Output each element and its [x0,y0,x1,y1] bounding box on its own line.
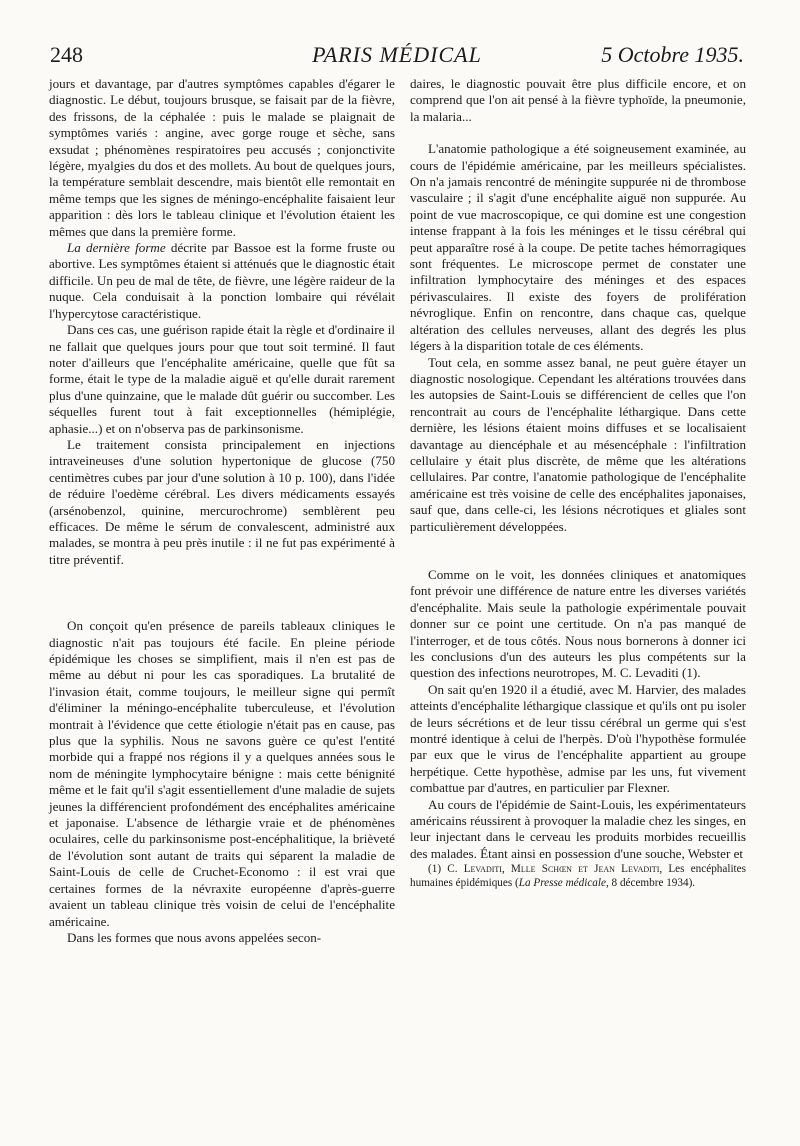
paragraph [49,240,395,322]
issue-date: 5 Octobre 1935. [601,42,744,67]
footnote-text: Les encéphalites humaines épidémiques ( [410,863,746,890]
page-number: 248 [50,42,83,67]
paragraph: L'anatomie pathologique a été soigneusement examinée, au cours de l'épidémie américaine, par les meilleurs spécialistes. On n'a jamais rencontré de méningite suppurée ni de thrombose vasculaire ; il s'agit d'une encéphalite aiguë non suppurée. Au point de vue macroscopique, ce qui domine est une congestion intense frappant à la fois les méninges et le tissu cérébral qui peut apparaître rosé à la coupe. De petite taches hémorragiques sont fréquentes. Le microscope permet de constater une infiltration lymphocytaire des méninges et des espaces périvasculaires. Il existe des foyers de prolifération névroglique. Enfin on rencontre, dans chaque cas, quelque altération des cellules nerveuses, allant des degrés les plus légers à la disparition totale de ces éléments. [410,141,746,354]
footnote [410,862,746,890]
paragraph: jours et davantage, par d'autres symptômes capables d'égarer le diagnostic. Le début, toujours brusque, se faisait par de la fièvre, des frissons, de la céphalée : puis le malade se plaignait de symptômes variés : angine, avec gorge rouge et sèche, sans exsudat ; phénomènes respiratoires peu accusés ; conjonctivite légère, myalgies du dos et des mollets. Au bout de quelques jours, la température semblait descendre, mais bientôt elle remontait en même temps que les signes de méningo-encéphalite faisaient leur apparition : dès lors le tableau clinique et l'évolution étaient les mêmes que dans la première forme. [49,76,395,239]
paragraph: daires, le diagnostic pouvait être plus difficile encore, et on comprend que l'on ait pensé à la fièvre typhoïde, la pneumonie, la malaria... [410,76,746,124]
journal-title: PARIS MÉDICAL [312,42,482,67]
paragraph: On conçoit qu'en présence de pareils tableaux cliniques le diagnostic n'ait pas toujours été facile. En pleine période épidémique les choses se simplifient, mais il n'en est pas de même au début ni pour les cas sporadiques. La brutalité de l'invasion était, comme toujours, le meilleur signe qui permît d'éliminer la méningo-encéphalite tuberculeuse, et l'évolution montrait à l'évidence que cette étiologie n'était pas en cause, pas plus que la syphilis. Nous ne savons guère ce qu'est l'entité morbide qui a frappé nos régions il y a quelques années sous le nom de méningite lymphocytaire bénigne : mais cette bénignité même et le fait qu'il s'agit essentiellement d'une maladie de sujets jeunes la différencient profondément des encéphalites américaine et japonaise. L'absence de léthargie vraie et de phénomènes oculaires, celle du parkinsonisme post-encéphalitique, la brièveté de l'évolution sont autant de traits qui séparent la maladie de Saint-Louis de celle de Cruchet-Economo : il est vrai que certaines formes de la névraxite européenne d'après-guerre avaient un tableau clinique très voisin de celui de l'encéphalite américaine. [49,618,395,929]
footnote-journal: La Presse médicale [518,877,606,890]
paragraph: Au cours de l'épidémie de Saint-Louis, les expérimentateurs américains réussirent à provoquer la maladie chez les singes, en leur injectant dans le cerveau les produits morbides recueillis des malades. Étant ainsi en possession d'une souche, Webster et [410,796,746,861]
left-column [49,76,395,946]
paragraph: Dans les formes que nous avons appelées secon- [67,929,322,945]
footnote-text: , 8 décembre 1934). [605,877,696,890]
paragraph: On sait qu'en 1920 il a étudié, avec M. Harvier, des malades atteints d'encéphalite léthargique classique et qu'ils ont pu isoler de leurs sécrétions et de leur tissu cérébral un germe qui s'est montré identique à celui de l'herpès. D'où l'hypothèse formulée par eux que le virus de l'encéphalite appartient au groupe herpétique. Cette hypothèse, admise par les uns, fut vivement combattue par d'autres, en particulier par Flexner. [410,681,746,796]
page-header [50,38,744,74]
footnote-mark: (1) [428,863,442,876]
paragraph: Le traitement consista principalement en injections intraveineuses d'une solution hypertonique de glucose (750 centimètres cubes par jour d'une solution à 10 p. 100), dans l'idée de réduire l'oedème cérébral. Les divers médicaments essayés (arsénobenzol, quinine, mercurochrome) semblèrent peu efficaces. De même le sérum de convalescent, administré aux malades, se montra à peu près inutile : il ne fut pas expérimenté à titre préventif. [49,436,395,567]
paragraph: Dans ces cas, une guérison rapide était la règle et d'ordinaire il ne fallait que quelques jours pour que tout soit terminé. Il faut noter d'ailleurs que l'encéphalite américaine, quelle que fût sa forme, était le type de la maladie aiguë et qu'elle durait rarement plus d'une quinzaine, que le malade dût guérir ou succomber. Les séquelles furent tout à fait exceptionnelles (hémiplégie, aphasie...) et on n'observa pas de parkinsonisme. [49,322,395,436]
emphasis-text: La dernière forme [67,240,166,256]
right-column [410,76,746,890]
footnote-authors: C. Levaditi, Mlle Schœn et Jean Levaditi, [447,863,663,876]
paragraph-text: décrite par Bassoe est la forme fruste ou abortive. Les symptômes étaient si atténués que le diagnostic était difficile. Un peu de mal de tête, de fièvre, une légère raideur de la nuque. Cela conduisait à la ponction lombaire qui révélait l'hypercytose caractéristique. [49,240,395,321]
paragraph: Tout cela, en somme assez banal, ne peut guère étayer un diagnostic nosologique. Cependant les altérations trouvées dans les autopsies de Saint-Louis se différencient de celles que l'on rencontrait au cours de l'encéphalite léthargique. Dans cette dernière, les lésions étaient moins diffuses et se localisaient davantage au diencéphale et au mésencéphale : l'infiltration cellulaire y était plus discrète, de même que les altérations cellulaires. Par contre, l'anatomie pathologique de l'encéphalite américaine est très voisine de celle des encéphalites japonaises, sauf que, dans celle-ci, les lésions nécrotiques et gliales sont particulièrement développées. [410,354,746,534]
paragraph: Comme on le voit, les données cliniques et anatomiques font prévoir une différence de nature entre les diverses variétés d'encéphalite. Mais seule la pathologie expérimentale pouvait donner sur ce point une certitude. On n'a pas manqué de l'interroger, et de tous côtés. Nous nous bornerons à donner ici les conclusions d'un des auteurs les plus compétents sur la question des infections neurotropes, M. C. Levaditi (1). [410,566,746,681]
